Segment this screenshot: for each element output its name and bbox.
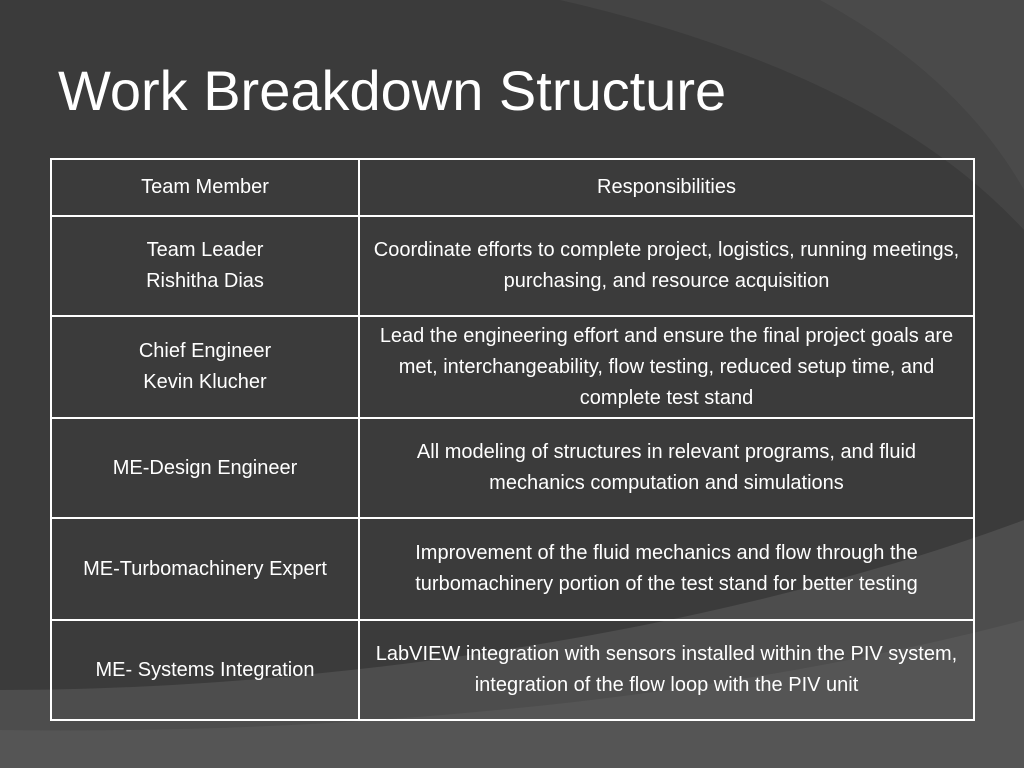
table-row (51, 316, 974, 418)
member-role: Chief Engineer (138, 340, 272, 362)
member-role: ME-Design Engineer (112, 456, 298, 479)
member-role: ME- Systems Integration (95, 658, 315, 681)
team-member-cell (51, 316, 359, 418)
member-role: ME-Turbomachinery Expert (83, 557, 327, 580)
team-member-cell (51, 620, 359, 720)
member-role: Team Leader (146, 239, 264, 261)
responsibility-cell: Improvement of the fluid mechanics and flow through the turbomachinery portion of the test stand for better testing (359, 518, 974, 620)
table-row (51, 418, 974, 518)
member-name: Kevin Klucher (143, 371, 267, 393)
work-breakdown-table (50, 158, 975, 721)
table-row (51, 620, 974, 720)
responsibility-cell: Lead the engineering effort and ensure the final project goals are met, interchangeability, flow testing, reduced setup time, and complete test stand (359, 316, 974, 418)
team-member-cell (51, 518, 359, 620)
header-team-member: Team Member (51, 159, 359, 216)
header-responsibilities: Responsibilities (359, 159, 974, 216)
table-header-row (51, 159, 974, 216)
team-member-cell (51, 418, 359, 518)
responsibility-cell: LabVIEW integration with sensors installed within the PIV system, integration of the flow loop with the PIV unit (359, 620, 974, 720)
responsibility-cell: All modeling of structures in relevant programs, and fluid mechanics computation and simulations (359, 418, 974, 518)
team-member-cell (51, 216, 359, 316)
table-row (51, 216, 974, 316)
member-name: Rishitha Dias (146, 270, 264, 292)
responsibility-cell: Coordinate efforts to complete project, logistics, running meetings, purchasing, and resource acquisition (359, 216, 974, 316)
table-row (51, 518, 974, 620)
slide-title: Work Breakdown Structure (58, 59, 727, 122)
